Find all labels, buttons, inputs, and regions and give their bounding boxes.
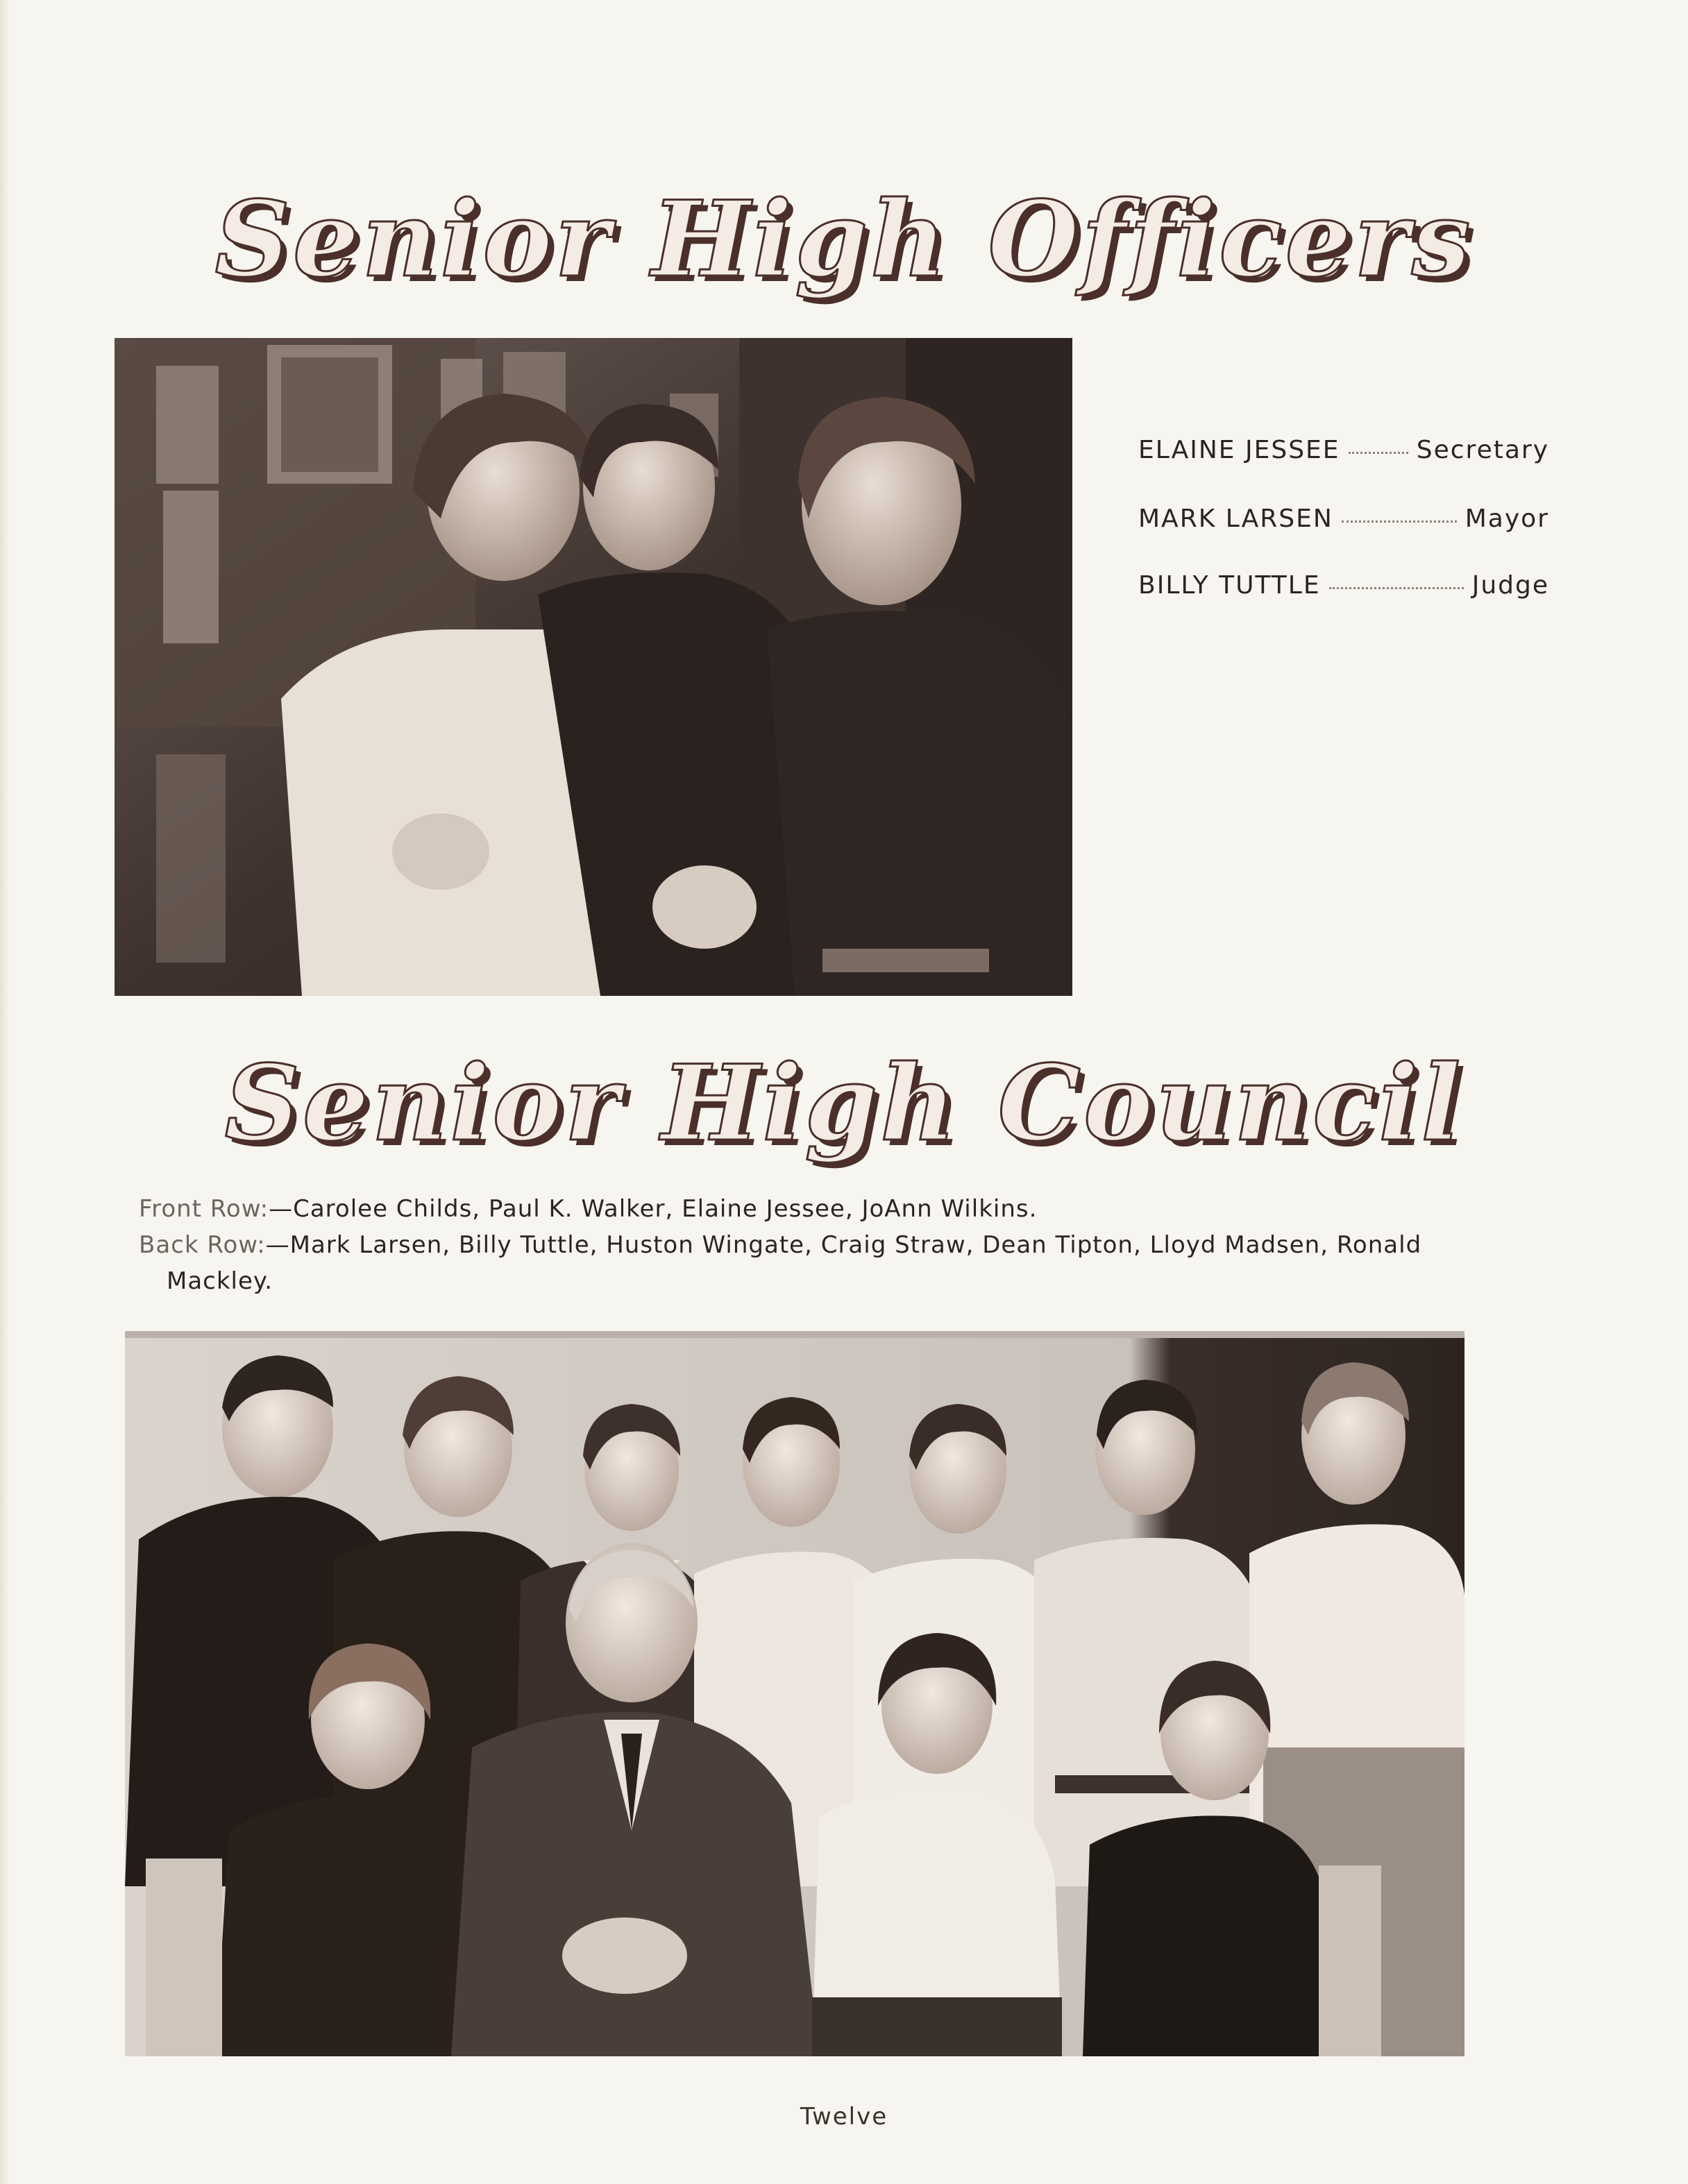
dot-leader	[1349, 452, 1408, 454]
back-row-caption-continued: Mackley.	[167, 1267, 273, 1295]
back-row-caption	[139, 1227, 1535, 1263]
officer-row	[1138, 505, 1549, 533]
back-row-label: Back Row:	[139, 1231, 266, 1259]
officer-role: Secretary	[1416, 436, 1549, 464]
officer-name: MARK LARSEN	[1138, 505, 1333, 533]
dot-leader	[1342, 520, 1457, 523]
officer-name: BILLY TUTTLE	[1138, 571, 1321, 600]
officer-role: Judge	[1471, 571, 1549, 600]
officers-heading: Senior High Officers	[214, 178, 1474, 300]
officer-name: ELAINE JESSEE	[1138, 436, 1340, 464]
dot-leader	[1329, 587, 1464, 589]
officer-row	[1138, 571, 1549, 600]
officer-role: Mayor	[1465, 505, 1549, 533]
council-heading: Senior High Council	[224, 1042, 1464, 1165]
officer-row	[1138, 436, 1549, 464]
front-row-label: Front Row:	[139, 1195, 269, 1223]
front-row-names: —Carolee Childs, Paul K. Walker, Elaine Jessee, JoAnn Wilkins.	[269, 1195, 1038, 1223]
officers-photo	[115, 338, 1072, 996]
council-photo	[125, 1331, 1465, 2056]
page-number: Twelve	[800, 2103, 888, 2131]
front-row-caption	[139, 1191, 1535, 1227]
back-row-names: —Mark Larsen, Billy Tuttle, Huston Wingate, Craig Straw, Dean Tipton, Lloyd Madsen, Ronald	[265, 1231, 1422, 1259]
